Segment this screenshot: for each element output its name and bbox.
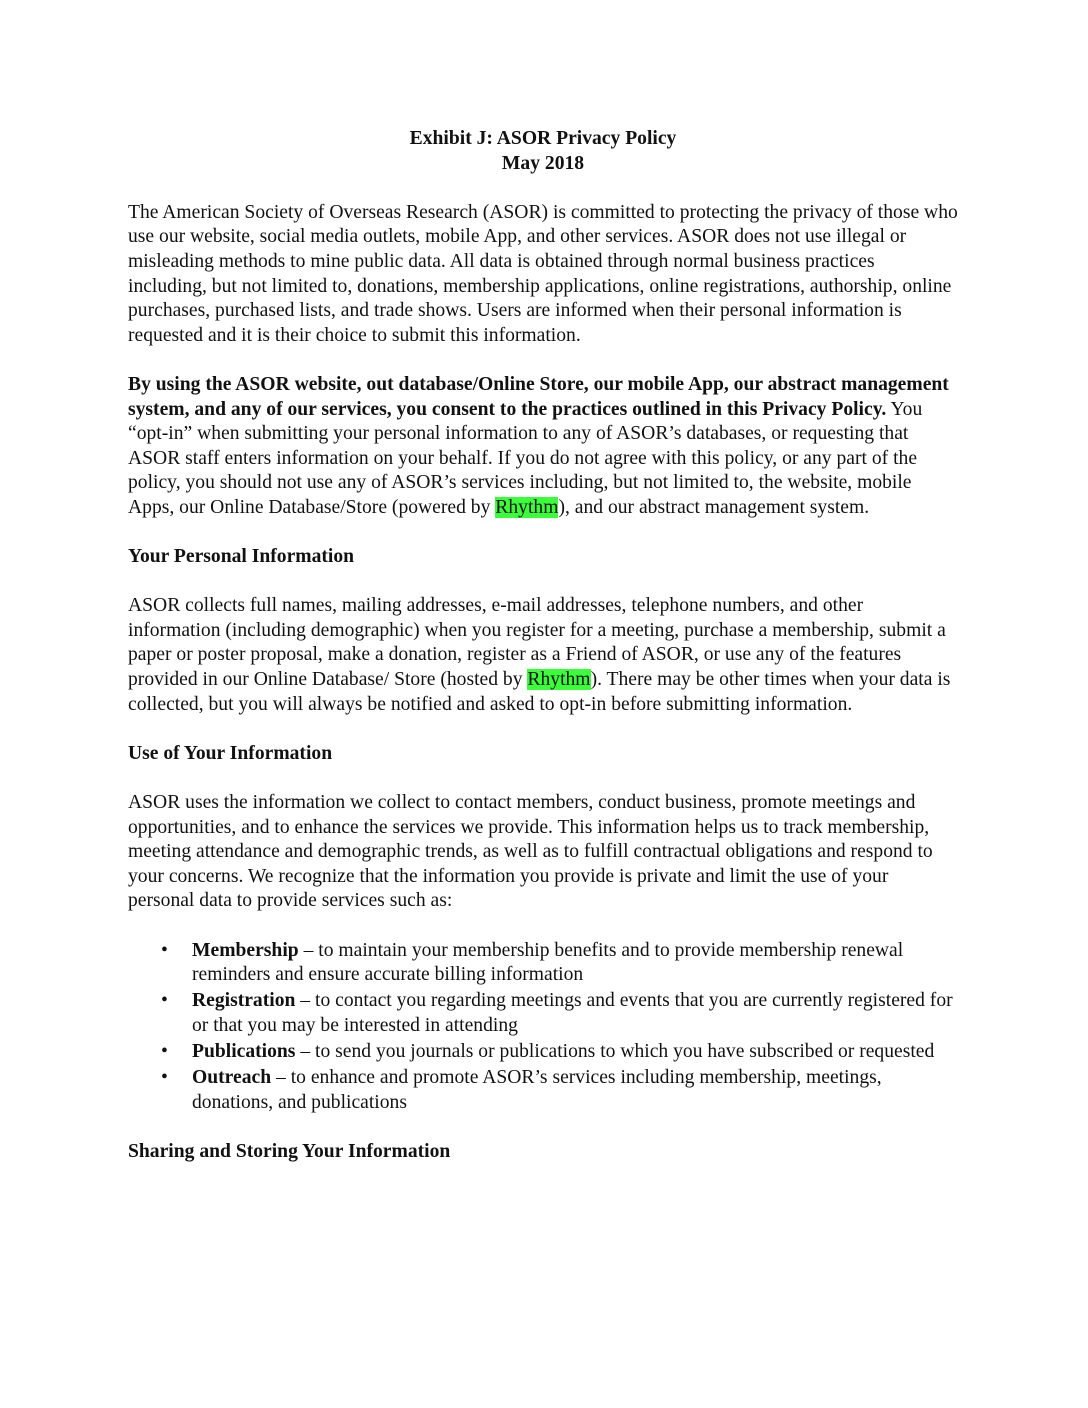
bullet-icon: • — [161, 939, 168, 961]
personal-info-paragraph — [128, 594, 958, 717]
list-item-desc: – to enhance and promote ASOR’s services including membership, meetings, donations, and publications — [192, 1067, 882, 1113]
document-page — [128, 127, 958, 1189]
consent-paragraph — [128, 373, 958, 521]
services-list — [128, 939, 958, 1116]
list-item-desc: – to maintain your membership benefits and to provide membership renewal reminders and ensure accurate billing information — [192, 939, 904, 986]
list-item-outreach — [128, 1066, 958, 1115]
rhythm-highlight: Rhythm — [495, 496, 559, 518]
list-item-term: Registration — [192, 990, 296, 1012]
document-title — [128, 127, 958, 176]
bullet-icon: • — [161, 1067, 168, 1089]
consent-text-before: You “opt-in” when submitting your personal information to any of ASOR’s databases, or requesting that ASOR staff enters information on your behalf. If you do not agree with this policy, or any part of the policy, you should not use any of ASOR’s services including, but not limited to, the website, mobile Apps, our Online Database/Store (powered by — [128, 398, 923, 518]
list-item-term: Outreach — [192, 1067, 272, 1089]
use-info-heading: Use of Your Information — [128, 742, 333, 764]
title-line-2: May 2018 — [501, 152, 585, 174]
consent-bold-text: By using the ASOR website, out database/Online Store, our mobile App, our abstract management system, and any of our services, you consent to the practices outlined in this Privacy Policy. — [128, 373, 949, 420]
intro-paragraph: The American Society of Overseas Research (ASOR) is committed to protecting the privacy of those who use our website, social media outlets, mobile App, and other services. ASOR does not use illegal or misleading methods to mine public data. All data is obtained through normal business practices including, but not limited to, donations, membership applications, online registrations, authorship, online purchases, purchased lists, and trade shows. Users are informed when their personal information is requested and it is their choice to submit this information. — [128, 201, 958, 346]
list-item-term: Publications — [192, 1041, 296, 1063]
list-item-membership — [128, 939, 958, 988]
title-line-1: Exhibit J: ASOR Privacy Policy — [409, 128, 677, 149]
list-item-desc: – to send you journals or publications to which you have subscribed or requested — [295, 1041, 935, 1063]
use-info-paragraph: ASOR uses the information we collect to contact members, conduct business, promote meetings and opportunities, and to enhance the services we provide. This information helps us to track membership, meeting attendance and demographic trends, as well as to fulfill contractual obligations and respond to your concerns. We recognize that the information you provide is private and limit the use of your personal data to provide services such as: — [128, 792, 933, 912]
list-item-desc: – to contact you regarding meetings and events that you are currently registered for or that you may be interested in attending — [192, 990, 953, 1036]
sharing-heading: Sharing and Storing Your Information — [128, 1141, 451, 1163]
bullet-icon: • — [161, 1041, 168, 1063]
rhythm-highlight: Rhythm — [527, 669, 591, 691]
list-item-registration — [128, 989, 958, 1038]
list-item-publications — [128, 1040, 958, 1065]
list-item-term: Membership — [192, 939, 299, 961]
consent-text-after: ), and our abstract management system. — [558, 496, 870, 518]
personal-info-text-after: ). There may be other times when your data is collected, but you will always be notified and asked to opt-in before submitting information. — [128, 669, 951, 715]
personal-info-heading: Your Personal Information — [128, 546, 355, 568]
bullet-icon: • — [161, 990, 168, 1012]
personal-info-text-before: ASOR collects full names, mailing addresses, e-mail addresses, telephone numbers, and other information (including demographic) when you register for a meeting, purchase a membership, submit a paper or poster proposal, make a donation, register as a Friend of ASOR, or use any of the features provided in our Online Database/ Store (hosted by — [128, 595, 946, 691]
spacer — [128, 176, 958, 201]
